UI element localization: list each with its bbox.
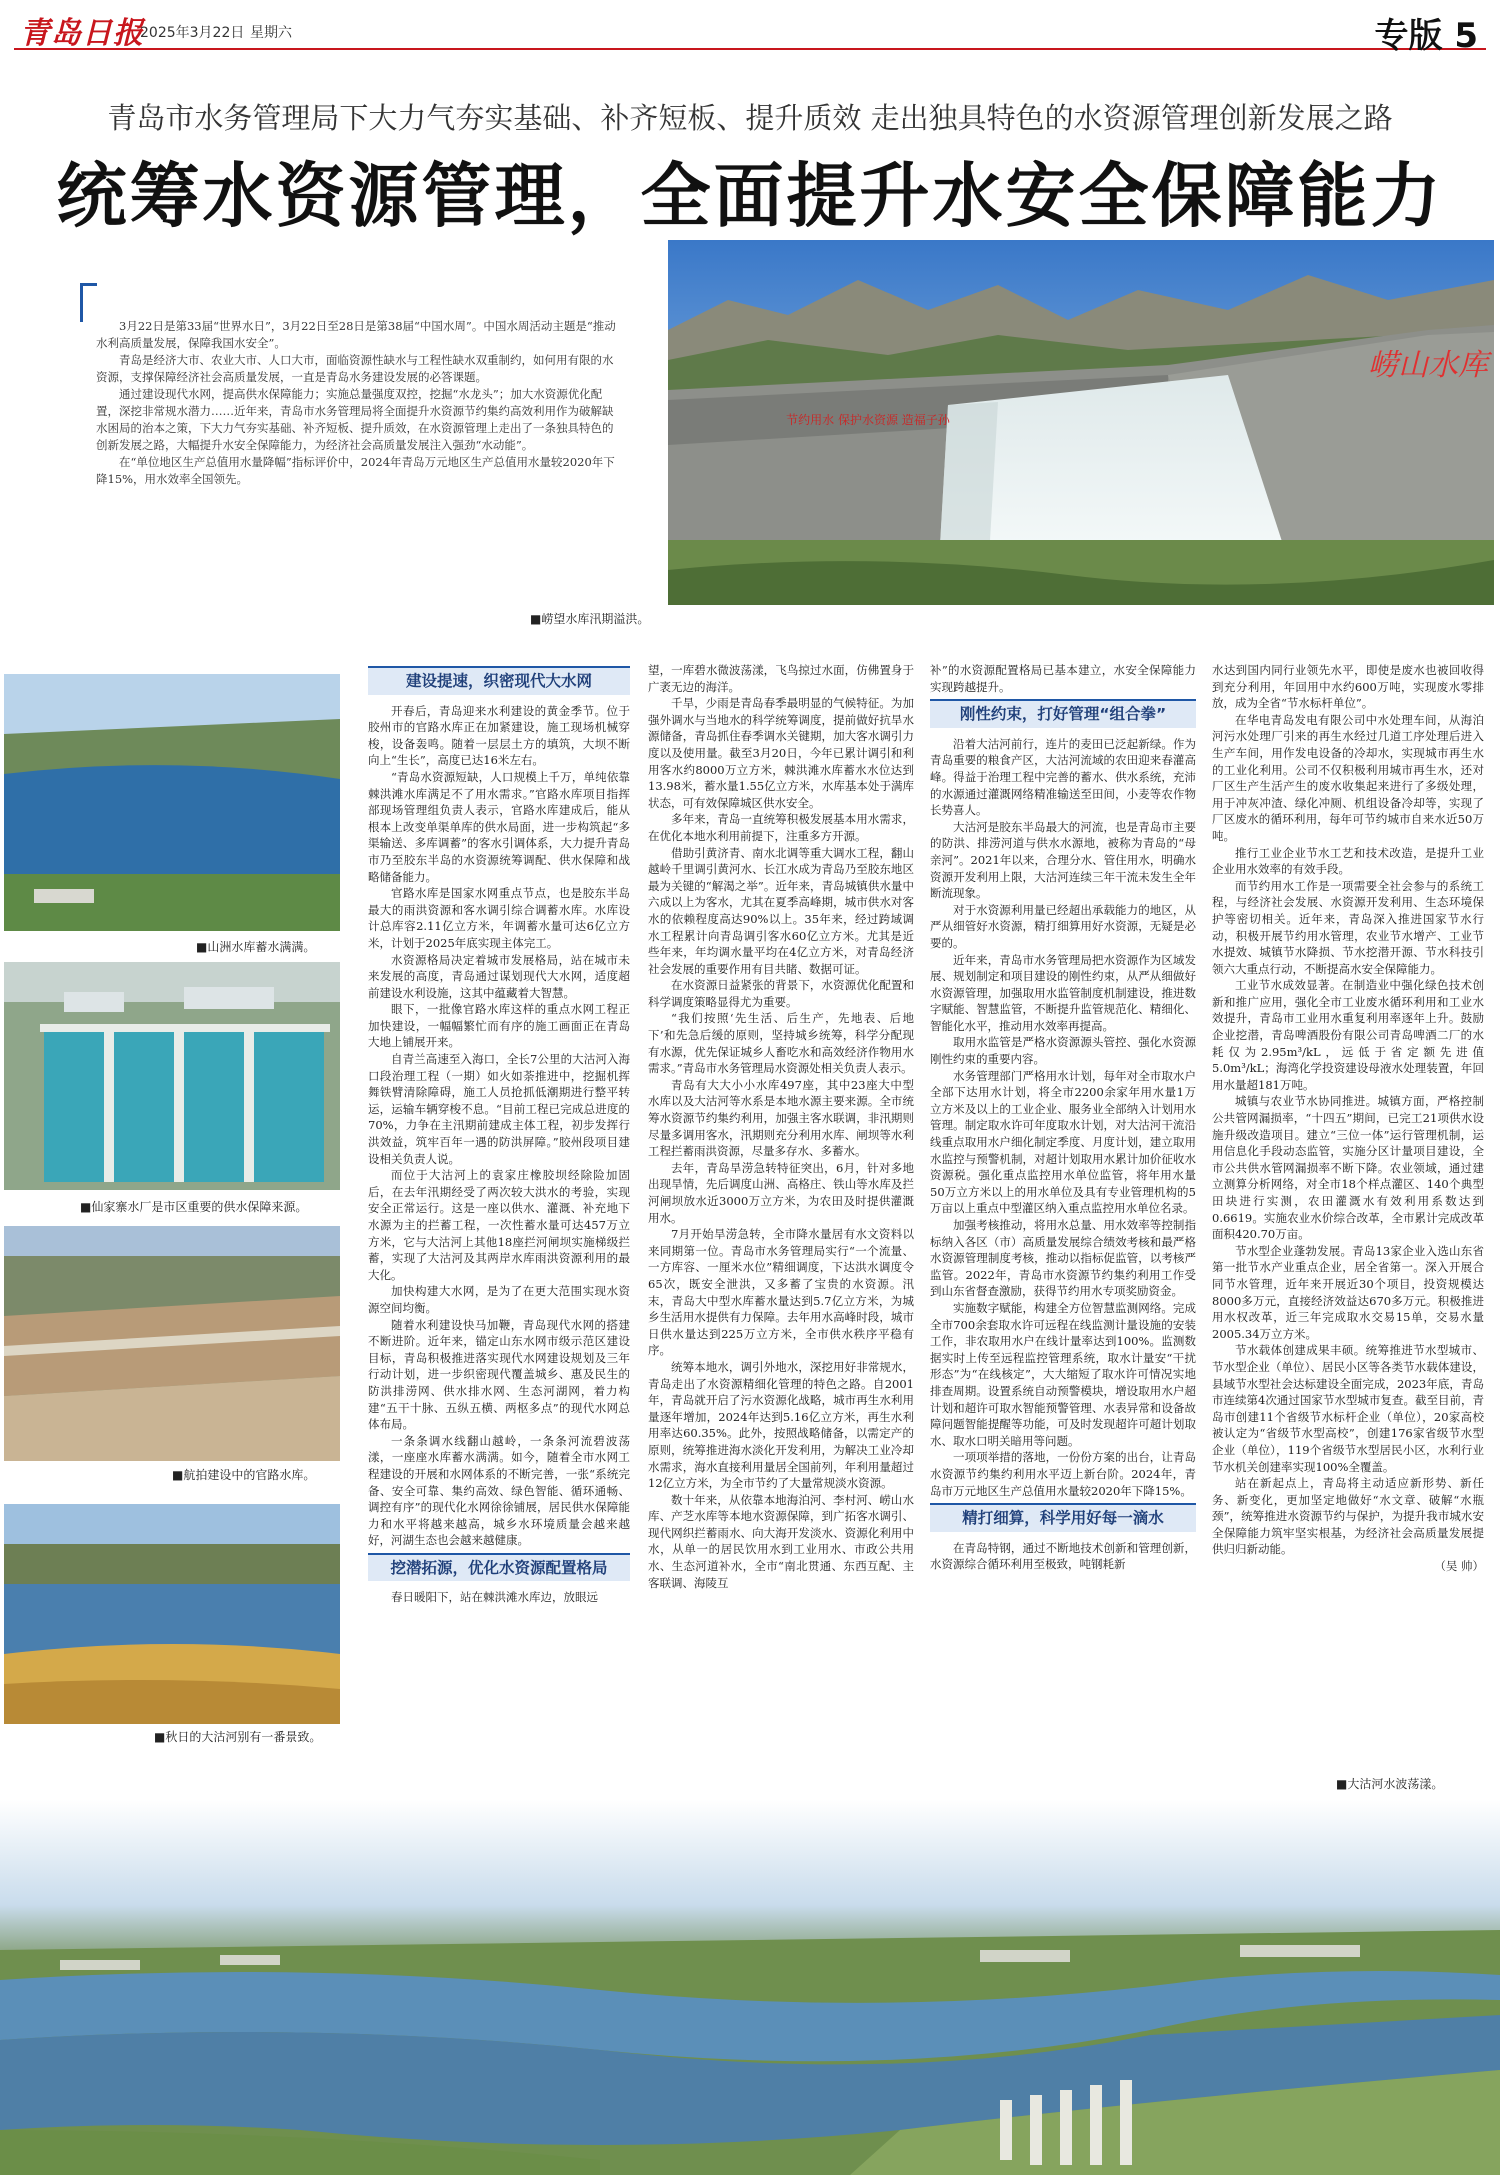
article-column-4 [1212, 662, 1484, 1770]
article-paragraph: 多年来，青岛一直统筹积极发展基本用水需求，在优化本地水利用前提下，注重多方开源。 [648, 812, 914, 843]
article-paragraph: 青岛有大大小小水库497座，其中23座大中型水库以及大沽河等水系是本地水源主要来源。全市统筹水资源节约集约利用，加强主客水联调，非汛期则尽量多调用客水，汛期则充分利用水库、闸坝等水利工程拦蓄雨洪资源，尽量多存水、多蓄水。 [648, 1077, 914, 1159]
article-paragraph: 望，一库碧水微波荡漾，飞鸟掠过水面，仿佛置身于广袤无边的海洋。 [648, 663, 914, 694]
article-paragraph: 官路水库是国家水网重点节点，也是胶东半岛最大的雨洪资源和客水调引综合调蓄水库。水库设计总库容2.11亿立方米，年调蓄水量可达6亿立方米，计划于2025年底实现主体完工。 [368, 886, 630, 950]
article-paragraph: 实施数字赋能，构建全方位智慧监测网络。完成全市700余套取水许可远程在线监测计量设施的安装工作，非农取用水户在线计量率达到100%。监测数据实时上传至远程监控管理系统，取水计量安“干扰形态”为“在线核定”，大大缩短了取水许可情况实地排查周期。设置系统自动预警模块，增设取用水户超计划和超许可取水智能预警管理、水表异常和设备故障问题智能提醒等功能，可及时发现超许可超计划取水、取水口明关暗用等问题。 [930, 1300, 1196, 1448]
section-heading-construction: 建设提速，织密现代大水网 [368, 666, 630, 695]
article-paragraph: 借助引黄济青、南水北调等重大调水工程，翻山越岭千里调引黄河水、长江水成为青岛乃至胶东地区最为关键的“解渴之举”。近年来，青岛城镇供水量中六成以上为客水，尤其在夏季高峰期，城市供水对客水的依赖程度高达90%以上。35年来，经过跨域调水工程累计向青岛调引客水60亿立方米。尤其是近些年来，年均调水量平均在4亿立方米，对青岛经济社会发展的重要作用有目共睹、数据可证。 [648, 845, 914, 976]
intro-paragraph: 通过建设现代水网，提高供水保障能力；实施总量强度双控，挖掘“水龙头”；加大水资源优化配置，深挖非常规水潜力……近年来，青岛市水务管理局将全面提升水资源节约集约高效利用作为破解缺水困局的治本之策，下大力气夯实基础、补齐短板、提升质效，在水资源管理上走出了一条独具特色的创新发展之路，大幅提升水安全保障能力，为经济社会高质量发展注入强劲“水动能”。 [96, 387, 614, 452]
article-paragraph: 水达到国内同行业领先水平，即使是废水也被回收得到充分利用，年回用中水约600万吨，实现废水零排放，成为全省“节水标杆单位”。 [1212, 663, 1484, 711]
caption-guanlu: ■航拍建设中的官路水库。 [172, 1468, 316, 1482]
article-paragraph: 补”的水资源配置格局已基本建立，水安全保障能力实现跨越提升。 [930, 663, 1196, 694]
article-paragraph: 数十年来，从依靠本地海泊河、李村河、崂山水库、产芝水库等本地水资源保障，到广拓客水调引、现代网织拦蓄雨水、向大海开发淡水、资源化利用中水，从单一的居民饮用水到工业用水、市政公共用水、生态河道补水，全市“南北贯通、东西互配、主客联调、海陵互 [648, 1492, 914, 1590]
section-heading-resources: 挖潜拓源，优化水资源配置格局 [368, 1553, 630, 1582]
section-heading-saving: 精打细算，科学用好每一滴水 [930, 1503, 1196, 1532]
caption-dagu-aerial: ■大沽河水波荡漾。 [1336, 1777, 1444, 1791]
photo-shanzhou-reservoir [4, 674, 340, 931]
article-paragraph: 节水型企业蓬勃发展。青岛13家企业入选山东省第一批节水产业重点企业，居全省第一。深入开展合同节水管理，近年来开展近30个项目，投资规模达8000多万元，直接经济效益达670多万元。积极推进用水权改革，近三年完成取水交易15单，交易水量2005.34万立方米。 [1212, 1243, 1484, 1341]
article-paragraph: 而位于大沽河上的袁家庄橡胶坝经除险加固后，在去年汛期经受了两次较大洪水的考验，实现安全正常运行。这是一座以供水、灌溉、补充地下水源为主的拦蓄工程，一次性蓄水量可达457万立方米，它与大沽河上其他18座拦河闸坝实施梯级拦蓄，实现了大沽河及其两岸水库雨洪资源利用的最大化。 [368, 1168, 630, 1282]
photo-dagu-river-aerial [0, 1800, 1500, 2175]
dam-name-text: 崂山水库 [1368, 348, 1488, 383]
newspaper-logo: 青岛日报 [20, 16, 144, 51]
article-paragraph: 加快构建大水网，是为了在更大范围实现水资源空间均衡。 [368, 1284, 630, 1315]
article-column-2 [648, 662, 914, 1770]
article-column-3 [930, 662, 1196, 1770]
caption-dagu-autumn: ■秋日的大沽河别有一番景致。 [154, 1730, 322, 1744]
paragraph-group [930, 1540, 1196, 1573]
photo-dam-spillway [668, 240, 1494, 605]
section-heading-management: 刚性约束，打好管理“组合拳” [930, 699, 1196, 728]
article-paragraph: 随着水利建设快马加鞭，青岛现代水网的搭建不断进阶。近年来，锚定山东水网市级示范区建设目标，青岛积极推进落实现代水网建设规划及三年行动计划，进一步织密现代覆盖城乡、惠及民生的防洪排涝网、供水排水网、生态河湖网，着力构建“五干十脉、五纵五横、两枢多点”的现代水网总体布局。 [368, 1317, 630, 1432]
article-column-1 [368, 662, 630, 1770]
photo-guanlu-reservoir [4, 1226, 340, 1461]
article-paragraph: “我们按照‘先生活、后生产，先地表、后地下’和先急后缓的原则，坚持城乡统筹，科学分配现有水源，优先保证城乡人畜吃水和高效经济作物用水需求。”青岛市水务管理局水资源处相关负责人表示。 [648, 1011, 914, 1076]
paragraph-group [368, 703, 630, 1549]
article-paragraph: 一项项举措的落地，一份份方案的出台，让青岛水资源节约集约利用水平迈上新台阶。2024年，青岛市万元地区生产总值用水量较2020年下降15%。 [930, 1450, 1196, 1498]
subtitle: 青岛市水务管理局下大力气夯实基础、补齐短板、提升质效 走出独具特色的水资源管理创新发展之路 [107, 101, 1393, 135]
paragraph-group [930, 662, 1196, 695]
photo-xianjiazhai-waterworks [4, 962, 340, 1190]
masthead [14, 6, 1486, 56]
paragraph-group [368, 1589, 630, 1606]
article-paragraph: 在水资源日益紧张的背景下，水资源优化配置和科学调度策略显得尤为重要。 [648, 978, 914, 1009]
paragraph-group [648, 662, 914, 1591]
issue-weekday: 星期六 [250, 25, 292, 41]
caption-dam: ■崂望水库汛期溢洪。 [530, 612, 650, 626]
photo-dagu-river-autumn [4, 1504, 340, 1724]
article-paragraph: 加强考核推动，将用水总量、用水效率等控制指标纳入各区（市）高质量发展综合绩效考核和最严格水资源管理制度考核，推动以指标促监管，以考核严监管。2022年，青岛市水资源节约集约利用工作受到山东省督查激励，获得节约用水专项奖励资金。 [930, 1218, 1196, 1299]
article-paragraph: 在华电青岛发电有限公司中水处理车间，从海泊河污水处理厂引来的再生水经过几道工序处理后进入生产车间，用作发电设备的冷却水，实现城市再生水的工业化利用。公司不仅积极利用城市再生水，还对厂区生产生活产生的废水收集起来进行了多级处理，用于冲灰冲渣、绿化冲厕、机组设备冷却等，实现了厂区废水的循环利用，每年可节约城市自来水近50万吨。 [1212, 712, 1484, 843]
intro-paragraph: 青岛是经济大市、农业大市、人口大市，面临资源性缺水与工程性缺水双重制约，如何用有限的水资源，支撑保障经济社会高质量发展，一直是青岛水务建设发展的必答课题。 [96, 353, 614, 384]
article-paragraph: “青岛水资源短缺，人口规模上千万，单纯依靠棘洪滩水库满足不了用水需求。”官路水库项目指挥部现场管理组负责人表示，官路水库建成后，能从根本上改变单渠单库的供水局面，进一步构筑起“多渠输送、多库调蓄”的客水引调体系，大力提升青岛市乃至胶东半岛的水资源统筹调配、供水保障和战略储备能力。 [368, 769, 630, 884]
intro-text [96, 318, 620, 488]
dam-slogan: 节约用水 保护水资源 造福子孙 [786, 413, 950, 427]
article-paragraph: 沿着大沽河前行，连片的麦田已泛起新绿。作为青岛重要的粮食产区，大沽河流域的农田迎来春灌高峰。得益于治理工程中完善的蓄水、供水系统，充沛的水源通过灌溉网络精准输送至田间，小麦等农作物长势喜人。 [930, 736, 1196, 818]
article-paragraph: 眼下，一批像官路水库这样的重点水网工程正加快建设，一幅幅繁忙而有序的施工画面正在青岛大地上铺展开来。 [368, 1002, 630, 1050]
intro-paragraph: 3月22日是第33届“世界水日”，3月22日至28日是第38届“中国水周”。中国水周活动主题是“推动水利高质量发展，保障我国水安全”。 [96, 319, 616, 350]
article-paragraph: 在青岛特钢，通过不断地技术创新和管理创新，水资源综合循环利用至极致，吨钢耗新 [930, 1540, 1196, 1572]
paragraph-group [1212, 662, 1484, 1558]
article-paragraph: 开春后，青岛迎来水利建设的黄金季节。位于胶州市的官路水库正在加紧建设，施工现场机械穿梭，设备轰鸣。随着一层层土方的填筑，大坝不断向上“生长”，高度已达16米左右。 [368, 703, 630, 768]
article-paragraph: 工业节水成效显著。在制造业中强化绿色技术创新和推广应用，强化全市工业废水循环利用和工业水效提升，青岛市工业用水重复利用率逐年上升。鼓励企业挖潜，青岛啤酒股份有限公司青岛啤酒二厂的水耗仅为2.95m³/kL，远低于省定额先进值5.0m³/kL；海湾化学投资建设母液水处理装置，年回用水量超181万吨。 [1212, 978, 1484, 1092]
issue-date: 2025年3月22日 [140, 25, 245, 41]
paragraph-group [930, 736, 1196, 1499]
article-paragraph: 7月开始旱涝急转，全市降水量居有水文资料以来同期第一位。青岛市水务管理局实行“一个流量、一方库容、一厘米水位”精细调度，下达洪水调度令65次，既安全泄洪，又多蓄了宝贵的水资源。汛末，青岛大中型水库蓄水量达到5.7亿立方米，为城乡生活用水提供有力保障。去年用水高峰时段，城市日供水量达到225万立方米，全市供水秩序平稳有序。 [648, 1227, 914, 1358]
article-paragraph: 统筹本地水，调引外地水，深挖用好非常规水，青岛走出了水资源精细化管理的特色之路。自2001年，青岛就开启了污水资源化战略，城市再生水利用量逐年增加，2024年达到5.16亿立方米，再生水利用率达60.35%。此外，按照战略储备，以需定产的原则，统筹推进海水淡化开发利用，为解决工业冷却水需求，海水直接利用量居全国前列，年利用量超过12亿立方米，为全市节约了大量常规淡水资源。 [648, 1359, 914, 1491]
article-paragraph: 推行工业企业节水工艺和技术改造，是提升工业企业用水效率的有效手段。 [1212, 845, 1484, 877]
article-paragraph: 城镇与农业节水协同推进。城镇方面，严格控制公共管网漏损率，“十四五”期间，已完工21项供水设施升级改造项目。建立“三位一体”运行管理机制，运用信息化手段动态监管，实施分区计量项目建设，全市公共供水管网漏损率不断下降。农业领域，通过建立测算分析网络，对全市18个样点灌区、140个典型田块进行实测，农田灌溉水有效利用系数达到0.6619。实施农业水价综合改革，全市累计完成改革面积420.70万亩。 [1212, 1094, 1484, 1242]
article-paragraph: 一条条调水线翻山越岭，一条条河流碧波荡漾，一座座水库蓄水满满。如今，随着全市水网工程建设的开展和水网体系的不断完善，一张“系统完备、安全可靠、集约高效、绿色智能、循环通畅、调控有序”的现代化水网徐徐铺展，居民供水保障能力和水平将越来越高，城乡水环境质量会越来越好，河湖生态也会越来越健康。 [368, 1433, 630, 1548]
article-paragraph: 站在新起点上，青岛将主动适应新形势、新任务、新变化，更加坚定地做好“水文章、破解“水瓶颈”，统筹推进水资源节约与保护，为提升我市城水安全保障能力筑牢坚实根基，为经济社会高质量发展提供归归新动能。 [1212, 1476, 1484, 1557]
article-paragraph: 而节约用水工作是一项需要全社会参与的系统工程，与经济社会发展、水资源开发利用、生态环境保护等密切相关。近年来，青岛深入推进国家节水行动，积极开展节约用水管理，农业节水增产、工业节水提效、城镇节水降损、节水挖潜开源、节水科技引领六大重点行动，不断提高水安全保障能力。 [1212, 878, 1484, 976]
article-paragraph: 近年来，青岛市水务管理局把水资源作为区域发展、规划制定和项目建设的刚性约束，从严从细做好水资源管理，加强取用水监管制度机制建设，推进数字赋能、智慧监管，不断提升监管规范化、精细化、智能化水平，推动用水效率再提高。 [930, 952, 1196, 1033]
author-byline: （吴 帅） [1434, 1559, 1484, 1574]
article-paragraph: 去年，青岛旱涝急转特征突出，6月，针对多地出现旱情，先后调度山洲、高格庄、铁山等水库及拦河闸坝放水近3000万立方米，为农田及时提供灌溉用水。 [648, 1160, 914, 1225]
article-paragraph: 大沽河是胶东半岛最大的河流，也是青岛市主要的防洪、排涝河道与供水水源地，被称为青岛的“母亲河”。2021年以来，合理分水、管住用水，明确水资源开发利用上限，大沽河连续三年干流未发生全年断流现象。 [930, 819, 1196, 901]
article-paragraph: 自青兰高速至入海口，全长7公里的大沽河入海口段治理工程（一期）如火如荼推进中，挖掘机挥舞铁臂清除障碍，施工人员抢抓低潮期进行整平转运，运输车辆穿梭不息。“目前工程已完成总进度的70%，力争在主汛期前建成主体工程，初步发挥行洪效益，筑牢百年一遇的防洪屏障。”胶州段项目建设相关负责人说。 [368, 1052, 630, 1166]
section-label: 专版 5 [1374, 16, 1478, 56]
article-paragraph: 对于水资源利用量已经超出承载能力的地区，从严从细管好水资源，精打细算用好水资源，无疑是必要的。 [930, 902, 1196, 950]
article-paragraph: 千旱，少雨是青岛春季最明显的气候特征。为加强外调水与当地水的科学统筹调度，提前做好抗旱水源储备，青岛抓住春季调水关键期，加大客水调引力度以及使用量。截至3月20日，今年已累计调引和利用客水约8000万立方米，棘洪滩水库蓄水水位达到13.98米，蓄水量1.55亿立方米，水库基本处于满库状态，可有效保障城区供水安全。 [648, 696, 914, 810]
article-paragraph: 取用水监管是严格水资源源头管控、强化水资源刚性约束的重要内容。 [930, 1035, 1196, 1067]
headline: 统筹水资源管理，全面提升水安全保障能力 [56, 154, 1444, 237]
article-paragraph: 水务管理部门严格用水计划，每年对全市取水户全部下达用水计划，将全市2200余家年用水量1万立方米及以上的工业企业、服务业全部纳入计划用水管理。制定取水许可年度取水计划，对大沽河干流沿线重点取用水户细化制定季度、月度计划，建立取用水监控与预警机制，对超计划取用水累计加价征收水资源税。强化重点监控用水单位监管，将年用水量50万立方米以上的用水单位及具有专业管理机构的5万亩以上重点中型灌区纳入重点监控用水单位名录。 [930, 1068, 1196, 1216]
article-paragraph: 水资源格局决定着城市发展格局，站在城市未来发展的高度，青岛通过谋划现代大水网，适度超前建设水利设施，这其中蕴藏着大智慧。 [368, 952, 630, 1000]
intro-paragraph: 在“单位地区生产总值用水量降幅”指标评价中，2024年青岛万元地区生产总值用水量较2020年下降15%，用水效率全国领先。 [96, 455, 615, 486]
article-paragraph: 春日暖阳下，站在棘洪滩水库边，放眼远 [391, 1590, 598, 1605]
caption-shanzhou: ■山洲水库蓄水满满。 [196, 940, 316, 954]
caption-xianjiazhai: ■仙家寨水厂是市区重要的供水保障来源。 [80, 1200, 308, 1214]
article-paragraph: 节水载体创建成果丰硕。统筹推进节水型城市、节水型企业（单位）、居民小区等各类节水载体建设，县域节水型社会达标建设全面完成，2023年底，青岛市连续第4次通过国家节水型城市复查。截至目前，青岛市创建11个省级节水标杆企业（单位），20家高校被认定为“省级节水型高校”，创建176家省级节水型企业（单位），119个省级节水型居民小区，水利行业节水机关创建率实现100%全覆盖。 [1212, 1343, 1484, 1474]
intro-bracket-decoration [80, 283, 97, 322]
